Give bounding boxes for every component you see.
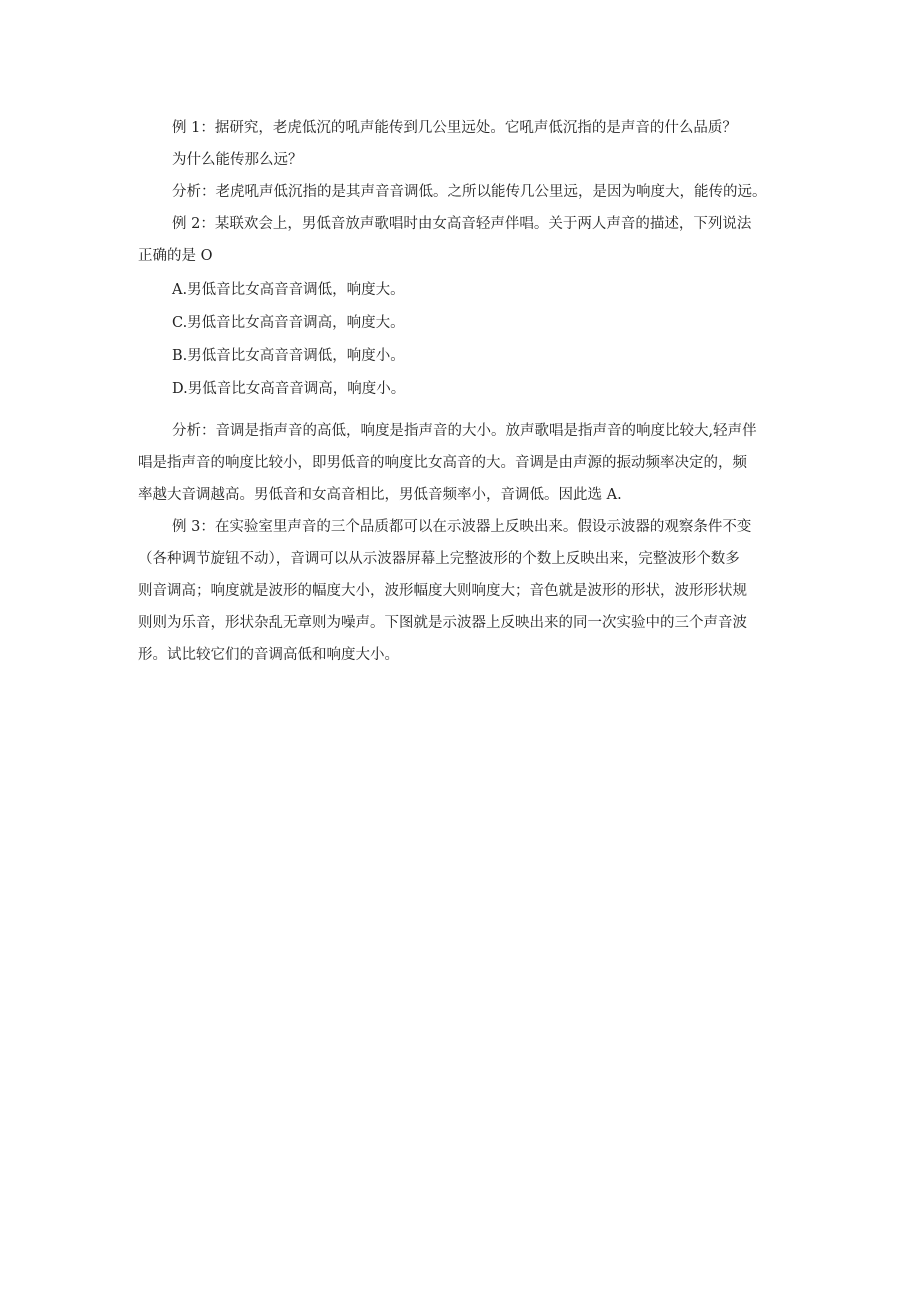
example3-line1: 例 3：在实验室里声音的三个品质都可以在示波器上反映出来。假设示波器的观察条件不变 [172,519,752,535]
example2-analysis-line2: 唱是指声音的响度比较小，即男低音的响度比女高音的大。音调是由声源的振动频率决定的，频 [138,455,747,471]
example1-question-line2: 为什么能传那么远？ [172,152,303,168]
example2-option-d: D.男低音比女高音音调高，响度小。 [172,381,406,397]
example2-option-b: B.男低音比女高音音调低，响度小。 [172,348,405,364]
example3-line2: （各种调节旋钮不动），音调可以从示波器屏幕上完整波形的个数上反映出来，完整波形个数多 [138,551,740,567]
example2-analysis-line3: 率越大音调越高。男低音和女高音相比，男低音频率小，音调低。因此选 A. [138,487,622,503]
example2-question-line2: 正确的是 O [138,248,213,264]
example3-line3: 则音调高；响度就是波形的幅度大小，波形幅度大则响度大；音色就是波形的形状，波形形状规 [138,583,747,599]
example3-line5: 形。试比较它们的音调高低和响度大小。 [138,647,399,663]
example1-question-line1: 例 1：据研究，老虎低沉的吼声能传到几公里远处。它吼声低沉指的是声音的什么品质？ [172,120,737,136]
example2-analysis-line1: 分析：音调是指声音的高低，响度是指声音的大小。放声歌唱是指声音的响度比较大,轻声伴 [172,423,757,439]
example2-question-line1: 例 2：某联欢会上，男低音放声歌唱时由女高音轻声伴唱。关于两人声音的描述，下列说法 [172,216,752,232]
example1-analysis: 分析：老虎吼声低沉指的是其声音音调低。之所以能传几公里远，是因为响度大，能传的远。 [172,184,767,200]
example2-option-a: A.男低音比女高音音调低，响度大。 [172,282,405,298]
example2-option-c: C.男低音比女高音音调高，响度大。 [172,315,405,331]
example3-line4: 则则为乐音，形状杂乱无章则为噪声。下图就是示波器上反映出来的同一次实验中的三个声音波 [138,615,747,631]
